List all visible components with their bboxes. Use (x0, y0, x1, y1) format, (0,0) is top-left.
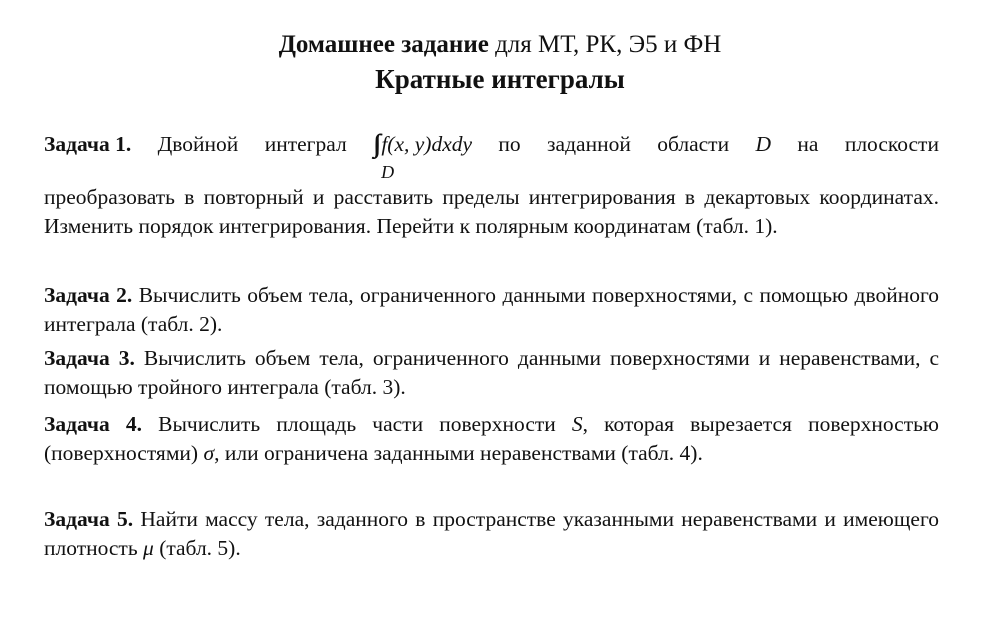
task-5-label: Задача 5. (44, 507, 134, 531)
task-4 (44, 410, 939, 468)
double-integral (373, 128, 473, 182)
task-2 (44, 281, 939, 339)
task-4-text-c: , или ограничена заданными неравенствами (табл. 4). (214, 441, 703, 465)
task-5-text-b: (табл. 5). (153, 536, 241, 560)
page-title (0, 30, 1000, 60)
task-5 (44, 505, 939, 563)
task-1-word: интеграл (264, 132, 347, 156)
task-4-label: Задача 4. (44, 412, 142, 436)
task-1-label: Задача 1. (44, 132, 132, 156)
task-3 (44, 344, 939, 402)
task-3-text: Вычислить объем тела, ограниченного данными поверхностями и неравенствами, с помощью тройного интеграла (табл. 3). (44, 346, 940, 399)
task-1-word: заданной (547, 132, 631, 156)
task-2-text: Вычислить объем тела, ограниченного данными поверхностями, с помощью двойного интеграла (табл. 2). (44, 283, 939, 336)
title-rest: для МТ, РК, Э5 и ФН (488, 31, 722, 58)
task-1-word: на (797, 132, 819, 156)
surface-symbol: S (571, 412, 583, 436)
task-2-label: Задача 2. (44, 283, 133, 307)
task-1-word: плоскости (844, 132, 939, 156)
task-1-word: Двойной (157, 132, 239, 156)
task-1-word: по (498, 132, 521, 156)
task-3-label: Задача 3. (44, 346, 135, 370)
task-5-text-a: Найти массу тела, заданного в пространстве указанными неравенствами и имеющего плотность (44, 507, 939, 560)
task-4-text-a: Вычислить площадь части поверхности (158, 412, 572, 436)
mu-symbol: μ (143, 536, 154, 560)
task-1-text: преобразовать в повторный и расставить пределы интегрирования в декартовых координатах. Изменить порядок интегрирования. Перейти к полярным координатам (табл. 1). (44, 185, 939, 238)
task-4-text-b: , которая вырезается поверхностью (поверхностями) (44, 412, 939, 465)
integral-sign-icon: ∫∫ (373, 129, 376, 158)
task-1-first-line (44, 128, 939, 182)
task-1-word: области (657, 132, 730, 156)
page-subtitle: Кратные интегралы (375, 64, 625, 94)
sigma-symbol: σ (203, 441, 215, 465)
region-symbol: D (755, 132, 771, 156)
integral-expression: f(x, y)dxdy (381, 132, 473, 156)
integral-subscript: D (381, 162, 395, 182)
title-bold: Домашнее задание (278, 31, 489, 58)
